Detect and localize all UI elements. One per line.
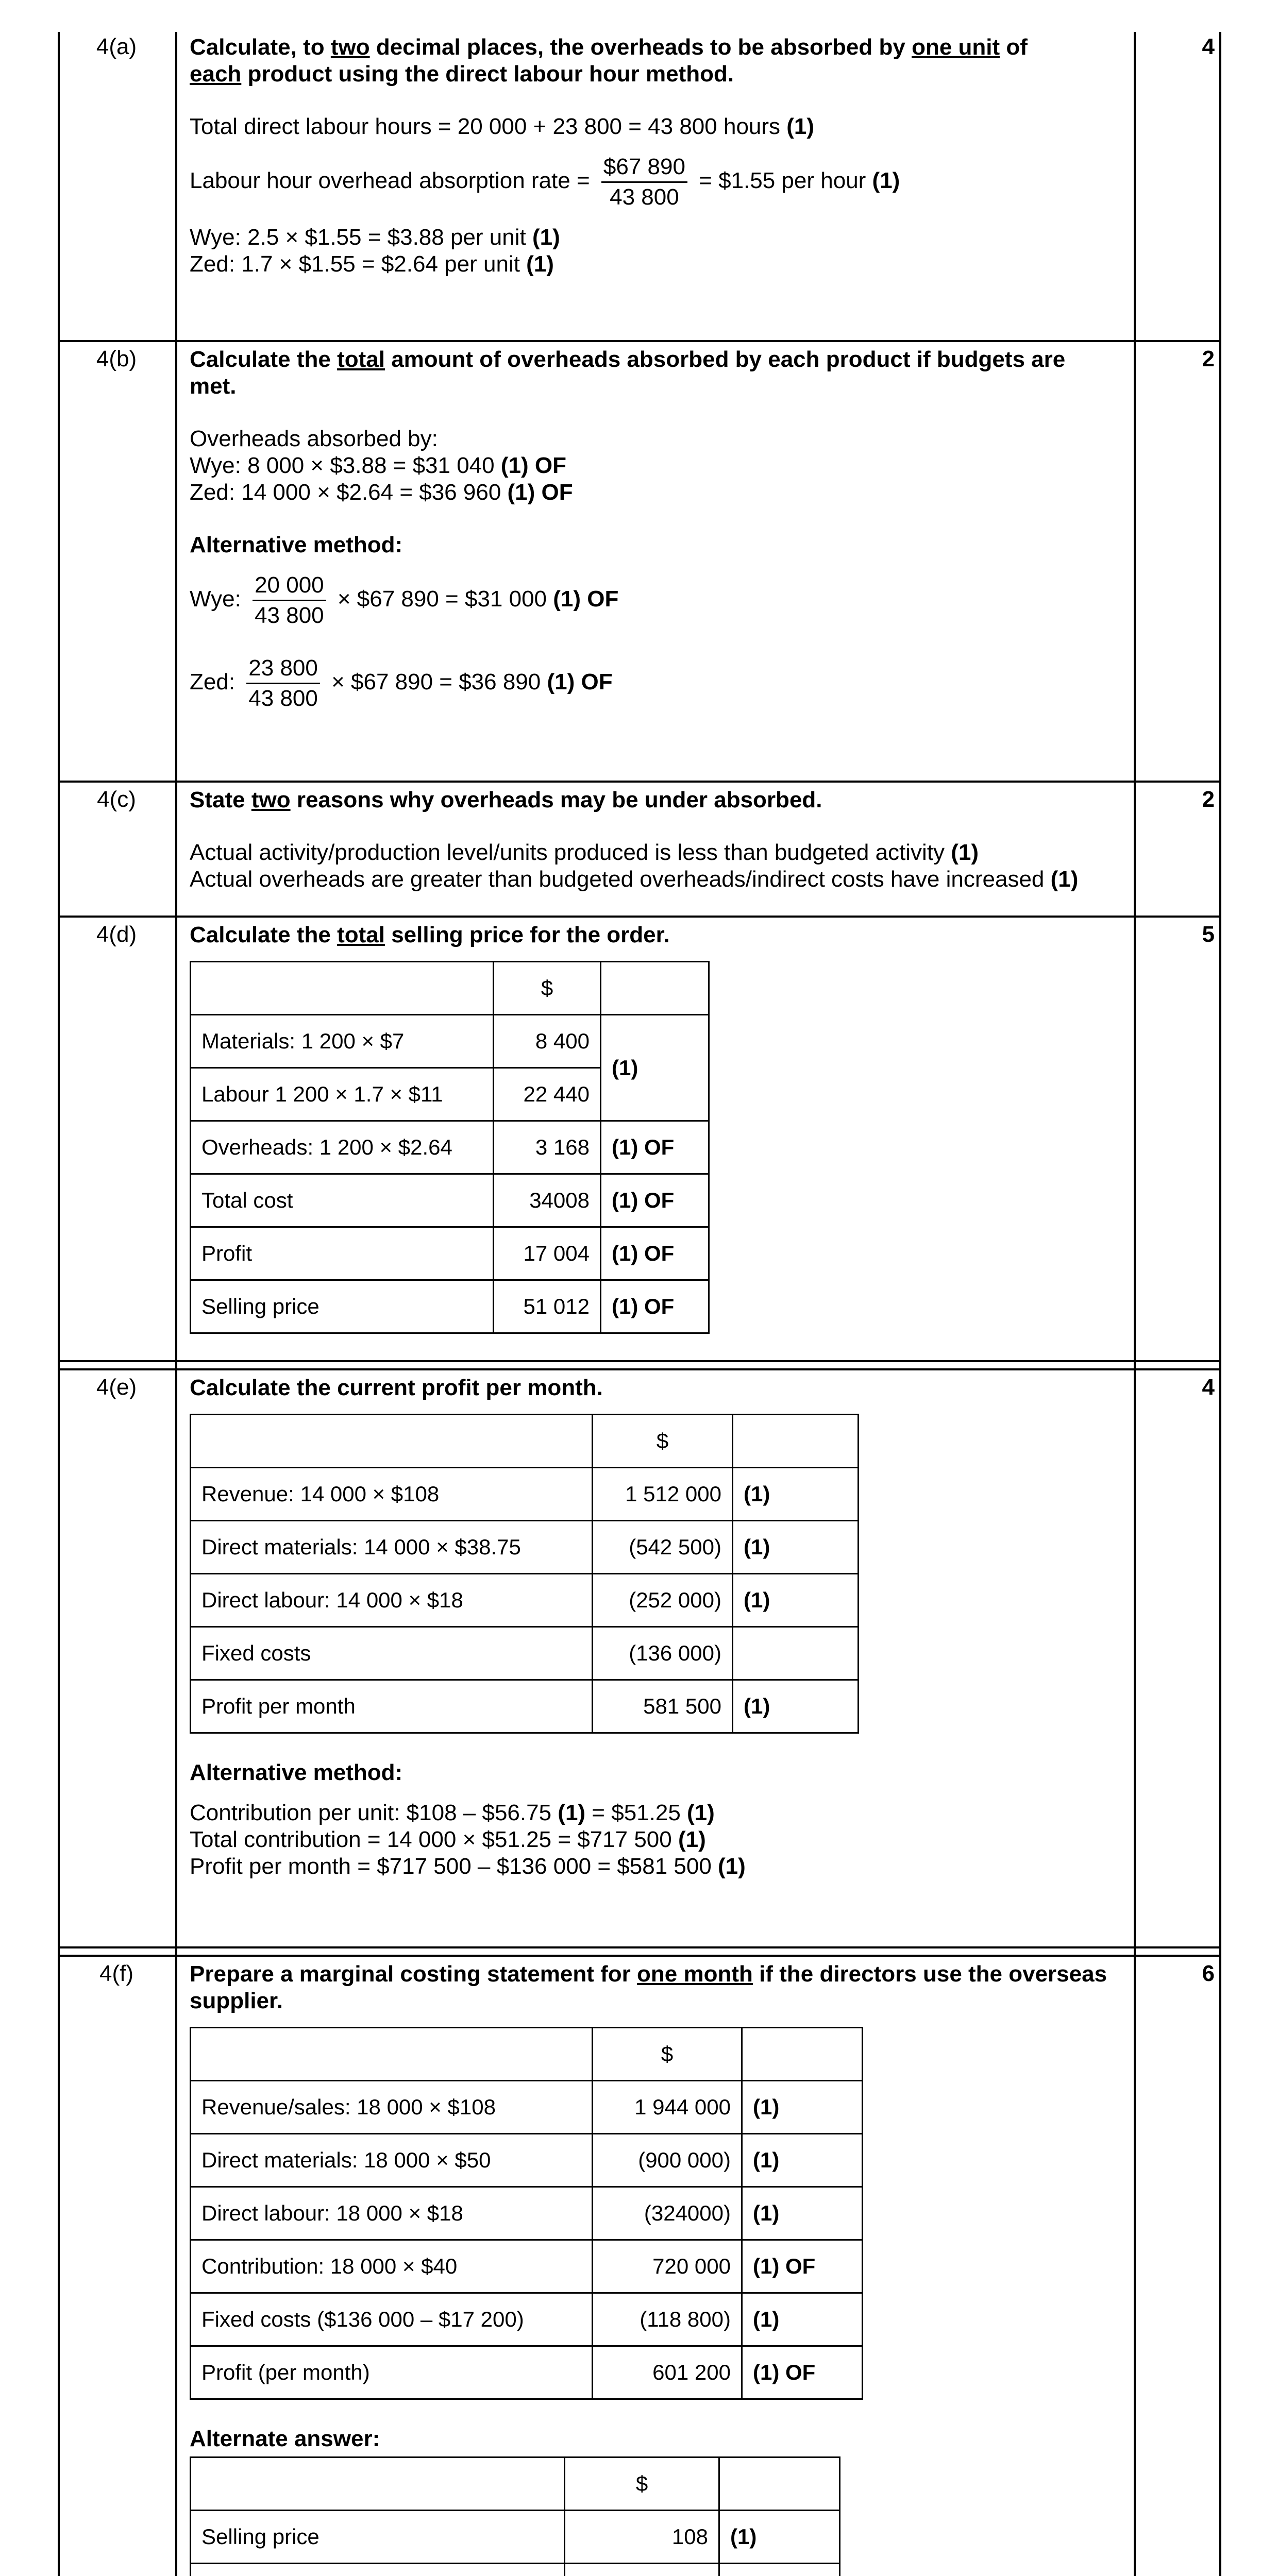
alt-line-3: Profit per month = $717 500 – $136 000 = $581 500 (1)	[190, 1854, 746, 1879]
table-row: Profit 17 004 (1) OF	[191, 1227, 709, 1280]
question-number: 4(f)	[99, 1961, 133, 1986]
answer-content	[190, 346, 1117, 712]
question-text: Calculate the current profit per month.	[190, 1375, 603, 1400]
table-row: Direct materials: 14 000 × $38.75 (542 500) (1)	[191, 1521, 859, 1574]
row-4d	[0, 918, 1278, 1360]
table-row	[191, 2564, 840, 2576]
question-number: 4(d)	[96, 922, 137, 947]
marks-available: 5	[1202, 922, 1215, 947]
alt-line-2: Total contribution = 14 000 × $51.25 = $717 500 (1)	[190, 1827, 706, 1852]
reason-1: Actual activity/production level/units produced is less than budgeted activity (1)	[190, 840, 979, 865]
row-4e	[0, 1370, 1278, 1945]
zed-line: Zed: 1.7 × $1.55 = $2.64 per unit (1)	[190, 251, 554, 277]
question-number: 4(c)	[97, 787, 136, 812]
marks-available: 4	[1202, 1375, 1215, 1400]
table-row: Total cost 34008 (1) OF	[191, 1174, 709, 1227]
selling-price-table	[190, 961, 710, 1334]
row-separator	[58, 1360, 1221, 1362]
absorption-rate-line: Labour hour overhead absorption rate = $\frac{\$67 890}{43 800}$ = $1.55 per hour (1)	[190, 154, 900, 210]
answer-content	[190, 1961, 1117, 2576]
marks-available: 2	[1202, 346, 1215, 371]
row-4c	[0, 783, 1278, 914]
answer-content	[190, 922, 1117, 1334]
table-row: Selling price 51 012 (1) OF	[191, 1280, 709, 1333]
alt-line-1: Contribution per unit: $108 – $56.75 (1) = $51.25 (1)	[190, 1800, 715, 1825]
wye-line: Wye: 2.5 × $1.55 = $3.88 per unit (1)	[190, 225, 560, 250]
alternate-table	[190, 2456, 840, 2576]
marks-available: 2	[1202, 787, 1215, 812]
alternate-heading: Alternate answer:	[190, 2426, 380, 2451]
table-row: Selling price 108 (1)	[191, 2511, 840, 2564]
alternative-heading: Alternative method:	[190, 1760, 403, 1785]
zed-line: Zed: 14 000 × $2.64 = $36 960 (1) OF	[190, 480, 573, 505]
question-text: Calculate the total selling price for the order.	[190, 922, 670, 947]
table-header-row: $	[191, 962, 709, 1015]
table-row: Direct labour: 14 000 × $18 (252 000) (1)	[191, 1574, 859, 1627]
table-row: Labour 1 200 × 1.7 × $11 22 440	[191, 1068, 709, 1121]
table-row: Profit per month 581 500 (1)	[191, 1680, 859, 1733]
table-row: Revenue/sales: 18 000 × $108 1 944 000 (1)	[191, 2081, 863, 2134]
table-row: Contribution: 18 000 × $40 720 000 (1) OF	[191, 2240, 863, 2293]
marks-available: 4	[1202, 34, 1215, 59]
rate-fraction: $\frac{\$67 890}{43 800}$	[601, 154, 687, 211]
question-number: 4(b)	[96, 346, 137, 371]
reason-2: Actual overheads are greater than budgeted overheads/indirect costs have increased (1)	[190, 867, 1079, 892]
question-number: 4(a)	[96, 34, 137, 59]
wye-line: Wye: 8 000 × $3.88 = $31 040 (1) OF	[190, 453, 566, 478]
question-text: State two reasons why overheads may be under absorbed.	[190, 787, 822, 812]
alt-wye-line: Wye: $\frac{20 000}{43 800}$ × $67 890 = $31 000 (1) OF	[190, 572, 619, 628]
table-header-row: $	[191, 2458, 840, 2511]
alternative-heading: Alternative method:	[190, 532, 403, 557]
question-text: Calculate, to two decimal places, the overheads to be absorbed by one unit of each product using the direct labour hour method.	[190, 35, 1028, 87]
answer-content	[190, 34, 1117, 278]
table-row: Direct materials: 18 000 × $50 (900 000) (1)	[191, 2134, 863, 2187]
zed-fraction: $\frac{23 800}{43 800}$	[246, 655, 320, 712]
answer-content	[190, 1375, 1117, 1880]
row-4f	[0, 1957, 1278, 2576]
total-hours-line: Total direct labour hours = 20 000 + 23 800 = 43 800 hours (1)	[190, 114, 815, 139]
answer-content	[190, 787, 1117, 893]
table-row: Fixed costs ($136 000 – $17 200) (118 800) (1)	[191, 2293, 863, 2346]
profit-table	[190, 1414, 859, 1734]
marks-available: 6	[1202, 1961, 1215, 1986]
absorbed-heading: Overheads absorbed by:	[190, 426, 438, 451]
question-text: Calculate the total amount of overheads absorbed by each product if budgets are met.	[190, 347, 1066, 399]
table-header-row: $	[191, 1415, 859, 1468]
question-number: 4(e)	[96, 1375, 137, 1400]
row-separator	[58, 1946, 1221, 1948]
alt-zed-line: Zed: $\frac{23 800}{43 800}$ × $67 890 = $36 890 (1) OF	[190, 655, 613, 711]
question-text: Prepare a marginal costing statement for one month if the directors use the overseas supplier.	[190, 1961, 1107, 2013]
table-row: Revenue: 14 000 × $108 1 512 000 (1)	[191, 1468, 859, 1521]
table-row: Direct labour: 18 000 × $18 (324000) (1)	[191, 2187, 863, 2240]
table-header-row: $	[191, 2028, 863, 2081]
table-row: Materials: 1 200 × $7 8 400 (1)	[191, 1015, 709, 1068]
table-row: Profit (per month) 601 200 (1) OF	[191, 2346, 863, 2399]
marginal-costing-table	[190, 2027, 863, 2400]
wye-fraction: $\frac{20 000}{43 800}$	[253, 572, 326, 629]
row-4b	[0, 342, 1278, 780]
row-4a	[0, 30, 1278, 339]
table-row: Fixed costs (136 000)	[191, 1627, 859, 1680]
table-row: Overheads: 1 200 × $2.64 3 168 (1) OF	[191, 1121, 709, 1174]
